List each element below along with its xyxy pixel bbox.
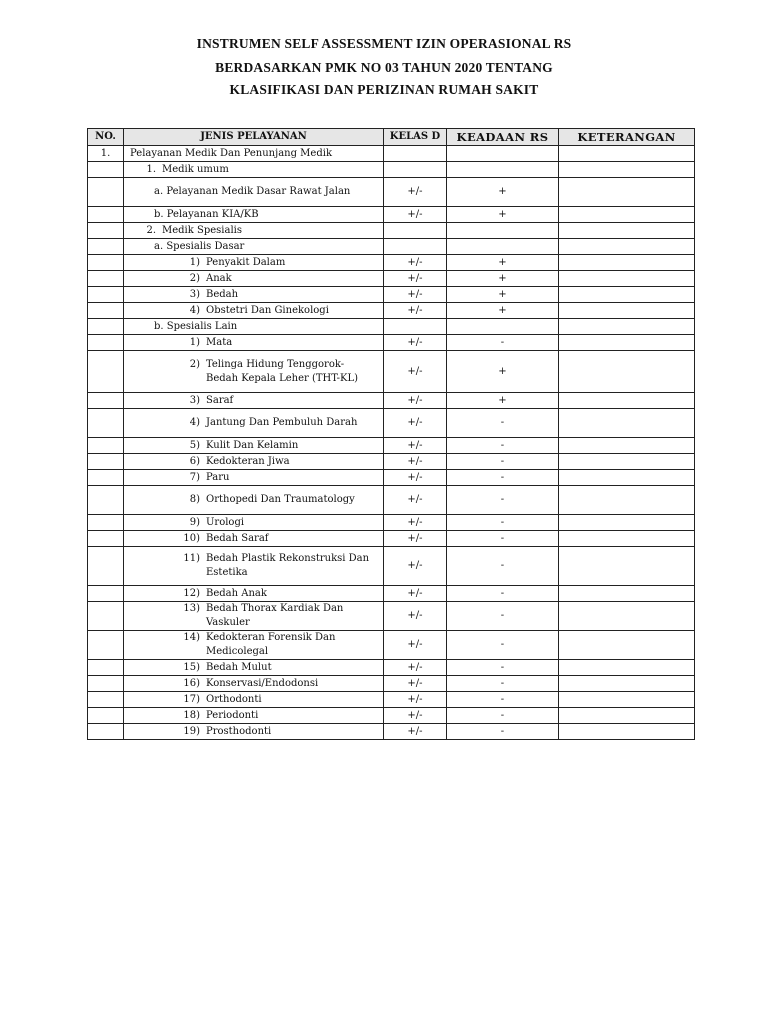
item-number: 15) bbox=[183, 661, 200, 673]
keadaan-rs-value: - bbox=[447, 724, 559, 740]
item-number: 10) bbox=[183, 532, 200, 544]
table-row bbox=[88, 486, 695, 515]
keadaan-rs-value: + bbox=[447, 207, 559, 223]
keadaan-rs-value: + bbox=[447, 178, 559, 207]
kelas-d-value: +/- bbox=[384, 724, 447, 740]
keadaan-rs-value: - bbox=[447, 486, 559, 515]
document-title-line3: KLASIFIKASI DAN PERIZINAN RUMAH SAKIT bbox=[229, 82, 539, 97]
service-label: Kulit Dan Kelamin bbox=[206, 439, 299, 451]
kelas-d-value: +/- bbox=[384, 515, 447, 531]
keadaan-rs-value: - bbox=[447, 335, 559, 351]
kelas-d-value: +/- bbox=[384, 602, 447, 631]
item-number: 2. bbox=[146, 224, 156, 236]
service-label: Bedah Plastik Rekonstruksi Dan Estetika bbox=[206, 553, 370, 578]
item-number: 14) bbox=[183, 632, 200, 643]
service-label: Mata bbox=[206, 336, 233, 348]
keadaan-rs-value: - bbox=[447, 470, 559, 486]
keadaan-rs-value: - bbox=[447, 676, 559, 692]
service-label: Bedah bbox=[206, 288, 239, 300]
kelas-d-value: +/- bbox=[384, 586, 447, 602]
item-number: 17) bbox=[183, 693, 200, 705]
table-header-row bbox=[88, 129, 695, 146]
table-row bbox=[88, 255, 695, 271]
service-label: Saraf bbox=[206, 394, 234, 406]
table-row bbox=[88, 547, 695, 586]
item-number: 7) bbox=[189, 471, 200, 483]
kelas-d-value: +/- bbox=[384, 438, 447, 454]
table-row bbox=[88, 692, 695, 708]
service-label: a. Spesialis Dasar bbox=[124, 239, 384, 255]
service-label: Anak bbox=[206, 272, 232, 284]
row-number: 1. bbox=[88, 146, 124, 162]
table-row bbox=[88, 724, 695, 740]
service-label: Jantung Dan Pembuluh Darah bbox=[206, 417, 358, 428]
kelas-d-value: +/- bbox=[384, 287, 447, 303]
kelas-d-value: +/- bbox=[384, 454, 447, 470]
table-row bbox=[88, 409, 695, 438]
service-label: Bedah Anak bbox=[206, 587, 267, 599]
kelas-d-value: +/- bbox=[384, 271, 447, 287]
item-number: 1. bbox=[146, 163, 156, 175]
item-number: 19) bbox=[183, 725, 200, 737]
item-number: 11) bbox=[183, 553, 200, 564]
table-row bbox=[88, 207, 695, 223]
table-row bbox=[88, 287, 695, 303]
item-number: 18) bbox=[183, 709, 200, 721]
table-row bbox=[88, 351, 695, 393]
kelas-d-value: +/- bbox=[384, 708, 447, 724]
table-row bbox=[88, 708, 695, 724]
col-header-kelas-d: KELAS D bbox=[384, 129, 447, 146]
col-header-keadaan-rs: KEADAAN RS bbox=[447, 129, 559, 146]
table-row bbox=[88, 586, 695, 602]
kelas-d-value: +/- bbox=[384, 351, 447, 393]
kelas-d-value: +/- bbox=[384, 531, 447, 547]
keadaan-rs-value: - bbox=[447, 586, 559, 602]
item-number: 3) bbox=[189, 394, 200, 406]
kelas-d-value: +/- bbox=[384, 676, 447, 692]
keadaan-rs-value: - bbox=[447, 531, 559, 547]
item-number: 12) bbox=[183, 587, 200, 599]
kelas-d-value: +/- bbox=[384, 178, 447, 207]
service-label: Paru bbox=[206, 471, 230, 483]
item-number: 2) bbox=[189, 358, 200, 370]
item-number: 4) bbox=[189, 304, 200, 316]
item-number: 5) bbox=[189, 439, 200, 451]
kelas-d-value: +/- bbox=[384, 660, 447, 676]
table-row bbox=[88, 470, 695, 486]
service-label: Bedah Saraf bbox=[206, 532, 269, 544]
service-label: b. Spesialis Lain bbox=[124, 319, 384, 335]
item-number: 4) bbox=[189, 417, 200, 428]
keadaan-rs-value: - bbox=[447, 515, 559, 531]
keadaan-rs-value: + bbox=[447, 393, 559, 409]
keadaan-rs-value: - bbox=[447, 631, 559, 660]
service-label: Orthodonti bbox=[206, 693, 262, 705]
item-number: 6) bbox=[189, 455, 200, 467]
table-row bbox=[88, 335, 695, 351]
kelas-d-value: +/- bbox=[384, 335, 447, 351]
kelas-d-value: +/- bbox=[384, 303, 447, 319]
service-label: Prosthodonti bbox=[206, 725, 272, 737]
service-label: Urologi bbox=[206, 516, 245, 528]
kelas-d-value: +/- bbox=[384, 470, 447, 486]
kelas-d-value: +/- bbox=[384, 409, 447, 438]
item-number: 2) bbox=[189, 272, 200, 284]
assessment-table bbox=[87, 128, 695, 740]
table-row bbox=[88, 676, 695, 692]
table-row bbox=[88, 602, 695, 631]
kelas-d-value: +/- bbox=[384, 692, 447, 708]
keadaan-rs-value: - bbox=[447, 409, 559, 438]
keadaan-rs-value: + bbox=[447, 287, 559, 303]
service-label: Orthopedi Dan Traumatology bbox=[206, 494, 355, 505]
keadaan-rs-value: + bbox=[447, 303, 559, 319]
keadaan-rs-value: - bbox=[447, 602, 559, 631]
keadaan-rs-value: + bbox=[447, 351, 559, 393]
kelas-d-value: +/- bbox=[384, 547, 447, 586]
table-row bbox=[88, 178, 695, 207]
kelas-d-value: +/- bbox=[384, 207, 447, 223]
item-number: 13) bbox=[183, 603, 200, 614]
item-number: 16) bbox=[183, 677, 200, 689]
document-title-line2: BERDASARKAN PMK NO 03 TAHUN 2020 TENTANG bbox=[215, 60, 553, 75]
kelas-d-value: +/- bbox=[384, 631, 447, 660]
service-label: Medik Spesialis bbox=[162, 224, 242, 236]
keadaan-rs-value: - bbox=[447, 454, 559, 470]
service-label: Telinga Hidung Tenggorok-Bedah Kepala Leher (THT-KL) bbox=[206, 358, 359, 384]
keadaan-rs-value: - bbox=[447, 547, 559, 586]
keadaan-rs-value: + bbox=[447, 271, 559, 287]
kelas-d-value: +/- bbox=[384, 255, 447, 271]
kelas-d-value: +/- bbox=[384, 486, 447, 515]
item-number: 1) bbox=[189, 336, 200, 348]
service-label: Bedah Thorax Kardiak Dan Vaskuler bbox=[206, 603, 344, 628]
item-number: 3) bbox=[189, 288, 200, 300]
table-row bbox=[88, 454, 695, 470]
service-label: Konservasi/Endodonsi bbox=[206, 677, 319, 689]
service-label: Penyakit Dalam bbox=[206, 256, 286, 268]
keadaan-rs-value: - bbox=[447, 660, 559, 676]
table-row bbox=[88, 438, 695, 454]
col-header-no: NO. bbox=[88, 129, 124, 146]
table-row bbox=[88, 223, 695, 239]
table-row bbox=[88, 319, 695, 335]
table-row bbox=[88, 303, 695, 319]
service-label: Bedah Mulut bbox=[206, 661, 272, 673]
service-label: Medik umum bbox=[162, 163, 229, 175]
col-header-jenis-pelayanan: JENIS PELAYANAN bbox=[124, 129, 384, 146]
col-header-keterangan: KETERANGAN bbox=[559, 129, 695, 146]
service-label: Kedokteran Jiwa bbox=[206, 455, 290, 467]
service-label: Obstetri Dan Ginekologi bbox=[206, 304, 329, 316]
keadaan-rs-value: - bbox=[447, 708, 559, 724]
keadaan-rs-value: - bbox=[447, 692, 559, 708]
table-row bbox=[88, 162, 695, 178]
kelas-d-value: +/- bbox=[384, 393, 447, 409]
table-row bbox=[88, 531, 695, 547]
table-row bbox=[88, 515, 695, 531]
document-title-line1: INSTRUMEN SELF ASSESSMENT IZIN OPERASIONAL RS bbox=[196, 36, 572, 51]
table-row bbox=[88, 146, 695, 162]
item-number: 8) bbox=[189, 494, 200, 505]
item-number: 9) bbox=[189, 516, 200, 528]
service-label: a. Pelayanan Medik Dasar Rawat Jalan bbox=[124, 178, 384, 207]
service-label: b. Pelayanan KIA/KB bbox=[124, 207, 384, 223]
keadaan-rs-value: + bbox=[447, 255, 559, 271]
table-row bbox=[88, 271, 695, 287]
table-row bbox=[88, 393, 695, 409]
table-row bbox=[88, 631, 695, 660]
keadaan-rs-value: - bbox=[447, 438, 559, 454]
table-row bbox=[88, 660, 695, 676]
service-label: Kedokteran Forensik Dan Medicolegal bbox=[206, 632, 336, 657]
service-label: Periodonti bbox=[206, 709, 259, 721]
table-row bbox=[88, 239, 695, 255]
item-number: 1) bbox=[189, 256, 200, 268]
service-label: Pelayanan Medik Dan Penunjang Medik bbox=[124, 146, 384, 162]
